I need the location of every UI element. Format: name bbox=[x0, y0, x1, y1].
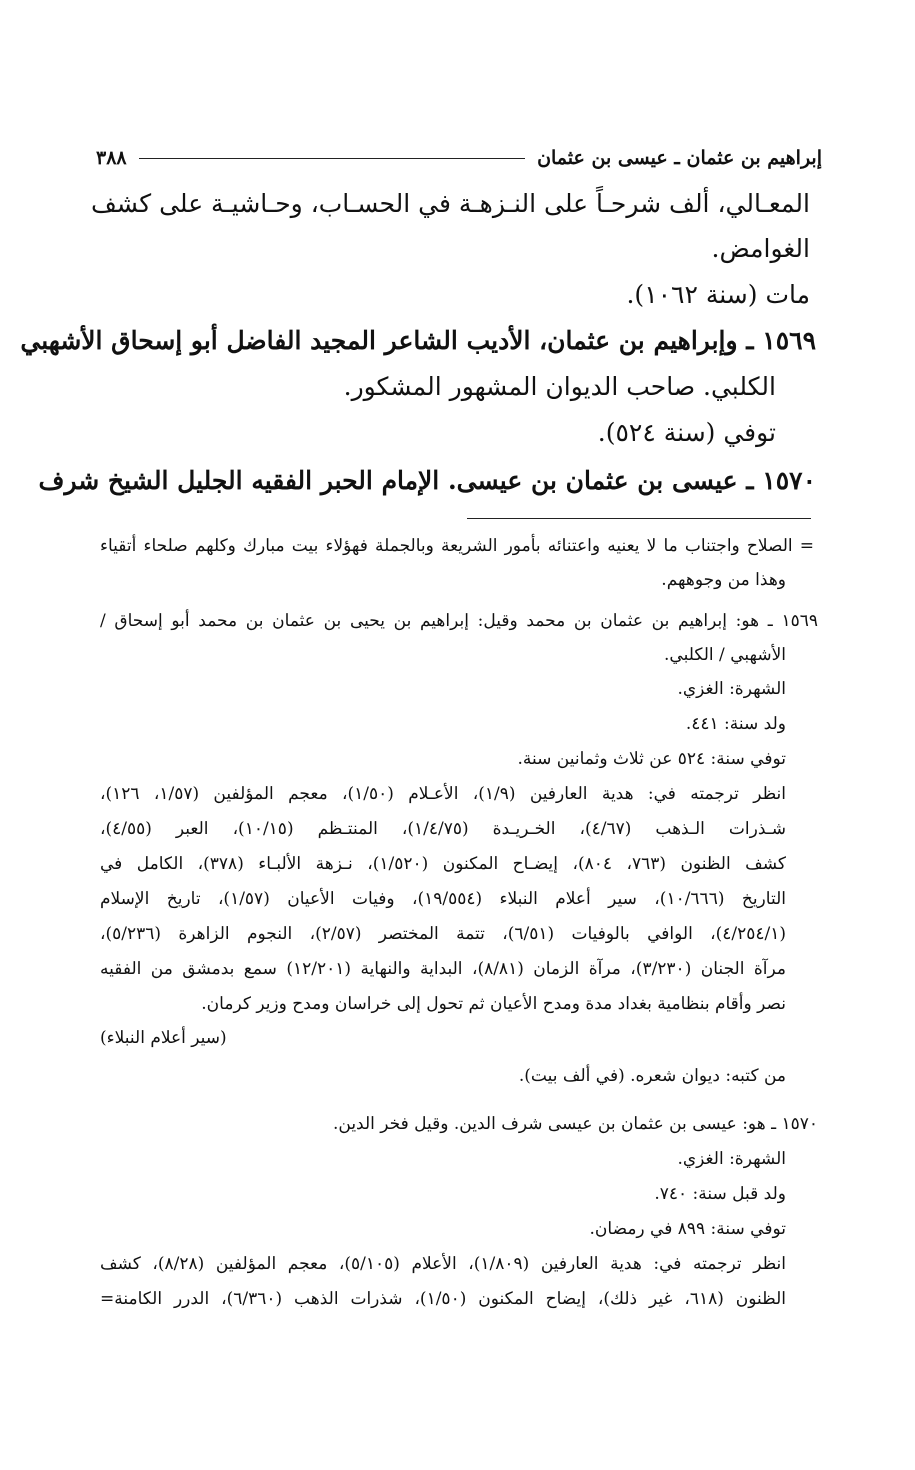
entry-heading-1569: ١٥٦٩ ـ وإبراهيم بن عثمان، الأديب الشاعر المجيد الفاضل أبو إسحاق الأشهبي bbox=[20, 326, 816, 355]
footnote-line: الشهرة: الغزي. bbox=[677, 1149, 786, 1169]
main-text-line: مات (سنة ١٠٦٢). bbox=[626, 280, 810, 309]
running-head bbox=[96, 144, 822, 172]
footnote-line: من كتبه: ديوان شعره. (في ألف بيت). bbox=[518, 1066, 786, 1086]
footnote-line: ولد سنة: ٤٤١. bbox=[685, 714, 786, 734]
footnote-line: (٤/٢٥٤/١)، الوافي بالوفيات (٦/٥١)، تتمة المختصر (٢/٥٧)، النجوم الزاهرة (٥/٢٣٦)، bbox=[100, 924, 786, 944]
main-text-line: المعـالي، ألف شرحـاً على النـزهـة في الحسـاب، وحـاشيـة على كشف bbox=[91, 189, 810, 218]
running-head-title: إبراهيم بن عثمان ـ عيسى بن عثمان bbox=[537, 147, 822, 169]
footnote-source-citation: (سير أعلام النبلاء) bbox=[100, 1028, 227, 1048]
footnote-line: ١٥٦٩ ـ هو: إبراهيم بن عثمان بن محمد وقيل: إبراهيم بن يحيى بن عثمان بن محمد أبو إسحاق / bbox=[100, 611, 818, 631]
footnote-line: ١٥٧٠ ـ هو: عيسى بن عثمان بن عيسى شرف الدين. وقيل فخر الدين. bbox=[332, 1114, 818, 1134]
main-text-line: الغوامض. bbox=[711, 234, 810, 263]
entry-heading-1570: ١٥٧٠ ـ عيسى بن عثمان بن عيسى. الإمام الحبر الفقيه الجليل الشيخ شرف bbox=[38, 466, 816, 495]
footnote-line: انظر ترجمته في: هدية العارفين (١/٩)، الأعـلام (١/٥٠)، معجم المؤلفين (١/٥٧، ١٢٦)، bbox=[100, 784, 787, 804]
page-number: ٣٨٨ bbox=[96, 147, 127, 169]
footnote-line: التاريخ (١٠/٦٦٦)، سير أعلام النبلاء (١٩/٥٥٤)، وفيات الأعيان (١/٥٧)، تاريخ الإسلام bbox=[100, 889, 786, 909]
footnote-line: توفي سنة: ٨٩٩ في رمضان. bbox=[589, 1219, 786, 1239]
footnote-separator bbox=[467, 518, 811, 519]
footnote-line: الظنون (٦١٨، غير ذلك)، إيضاح المكنون (١/٥٠)، شذرات الذهب (٦/٣٦٠)، الدرر الكامنة= bbox=[100, 1289, 786, 1309]
footnote-line: انظر ترجمته في: هدية العارفين (١/٨٠٩)، الأعلام (٥/١٠٥)، معجم المؤلفين (٨/٢٨)، كشف bbox=[100, 1254, 786, 1274]
footnote-line: الشهرة: الغزي. bbox=[677, 679, 786, 699]
footnote-line: الأشهبي / الكلبي. bbox=[664, 645, 786, 665]
footnote-line: توفي سنة: ٥٢٤ عن ثلاث وثمانين سنة. bbox=[517, 749, 786, 769]
main-text-line: الكلبي. صاحب الديوان المشهور المشكور. bbox=[343, 372, 776, 401]
footnote-line: مرآة الجنان (٣/٢٣٠)، مرآة الزمان (٨/٨١)، البداية والنهاية (١٢/٢٠١) سمع بدمشق من الفقيه bbox=[100, 959, 786, 979]
footnote-line: ولد قبل سنة: ٧٤٠. bbox=[654, 1184, 786, 1204]
footnote-line: شـذرات الـذهب (٤/٦٧)، الخـريـدة (١/٤/٧٥)، المنتـظم (١٠/١٥)، العبر (٤/٥٥)، bbox=[100, 819, 786, 839]
running-head-rule bbox=[139, 158, 525, 159]
footnote-line: نصر وأقام بنظامية بغداد مدة ومدح الأعيان ثم تحول إلى خراسان ومدح وزير كرمان. bbox=[201, 994, 786, 1014]
footnote-line: = الصلاح واجتناب ما لا يعنيه واعتنائه بأمور الشريعة وبالجملة فهؤلاء بيت مبارك وكلهم صلحاء أتقياء bbox=[100, 536, 814, 556]
footnote-line: كشف الظنون (٧٦٣، ٨٠٤)، إيضـاح المكنون (١/٥٢٠)، نـزهة الألبـاء (٣٧٨)، الكامل في bbox=[100, 854, 787, 874]
footnote-line: وهذا من وجوههم. bbox=[661, 570, 786, 590]
main-text-line: توفي (سنة ٥٢٤). bbox=[597, 418, 776, 447]
